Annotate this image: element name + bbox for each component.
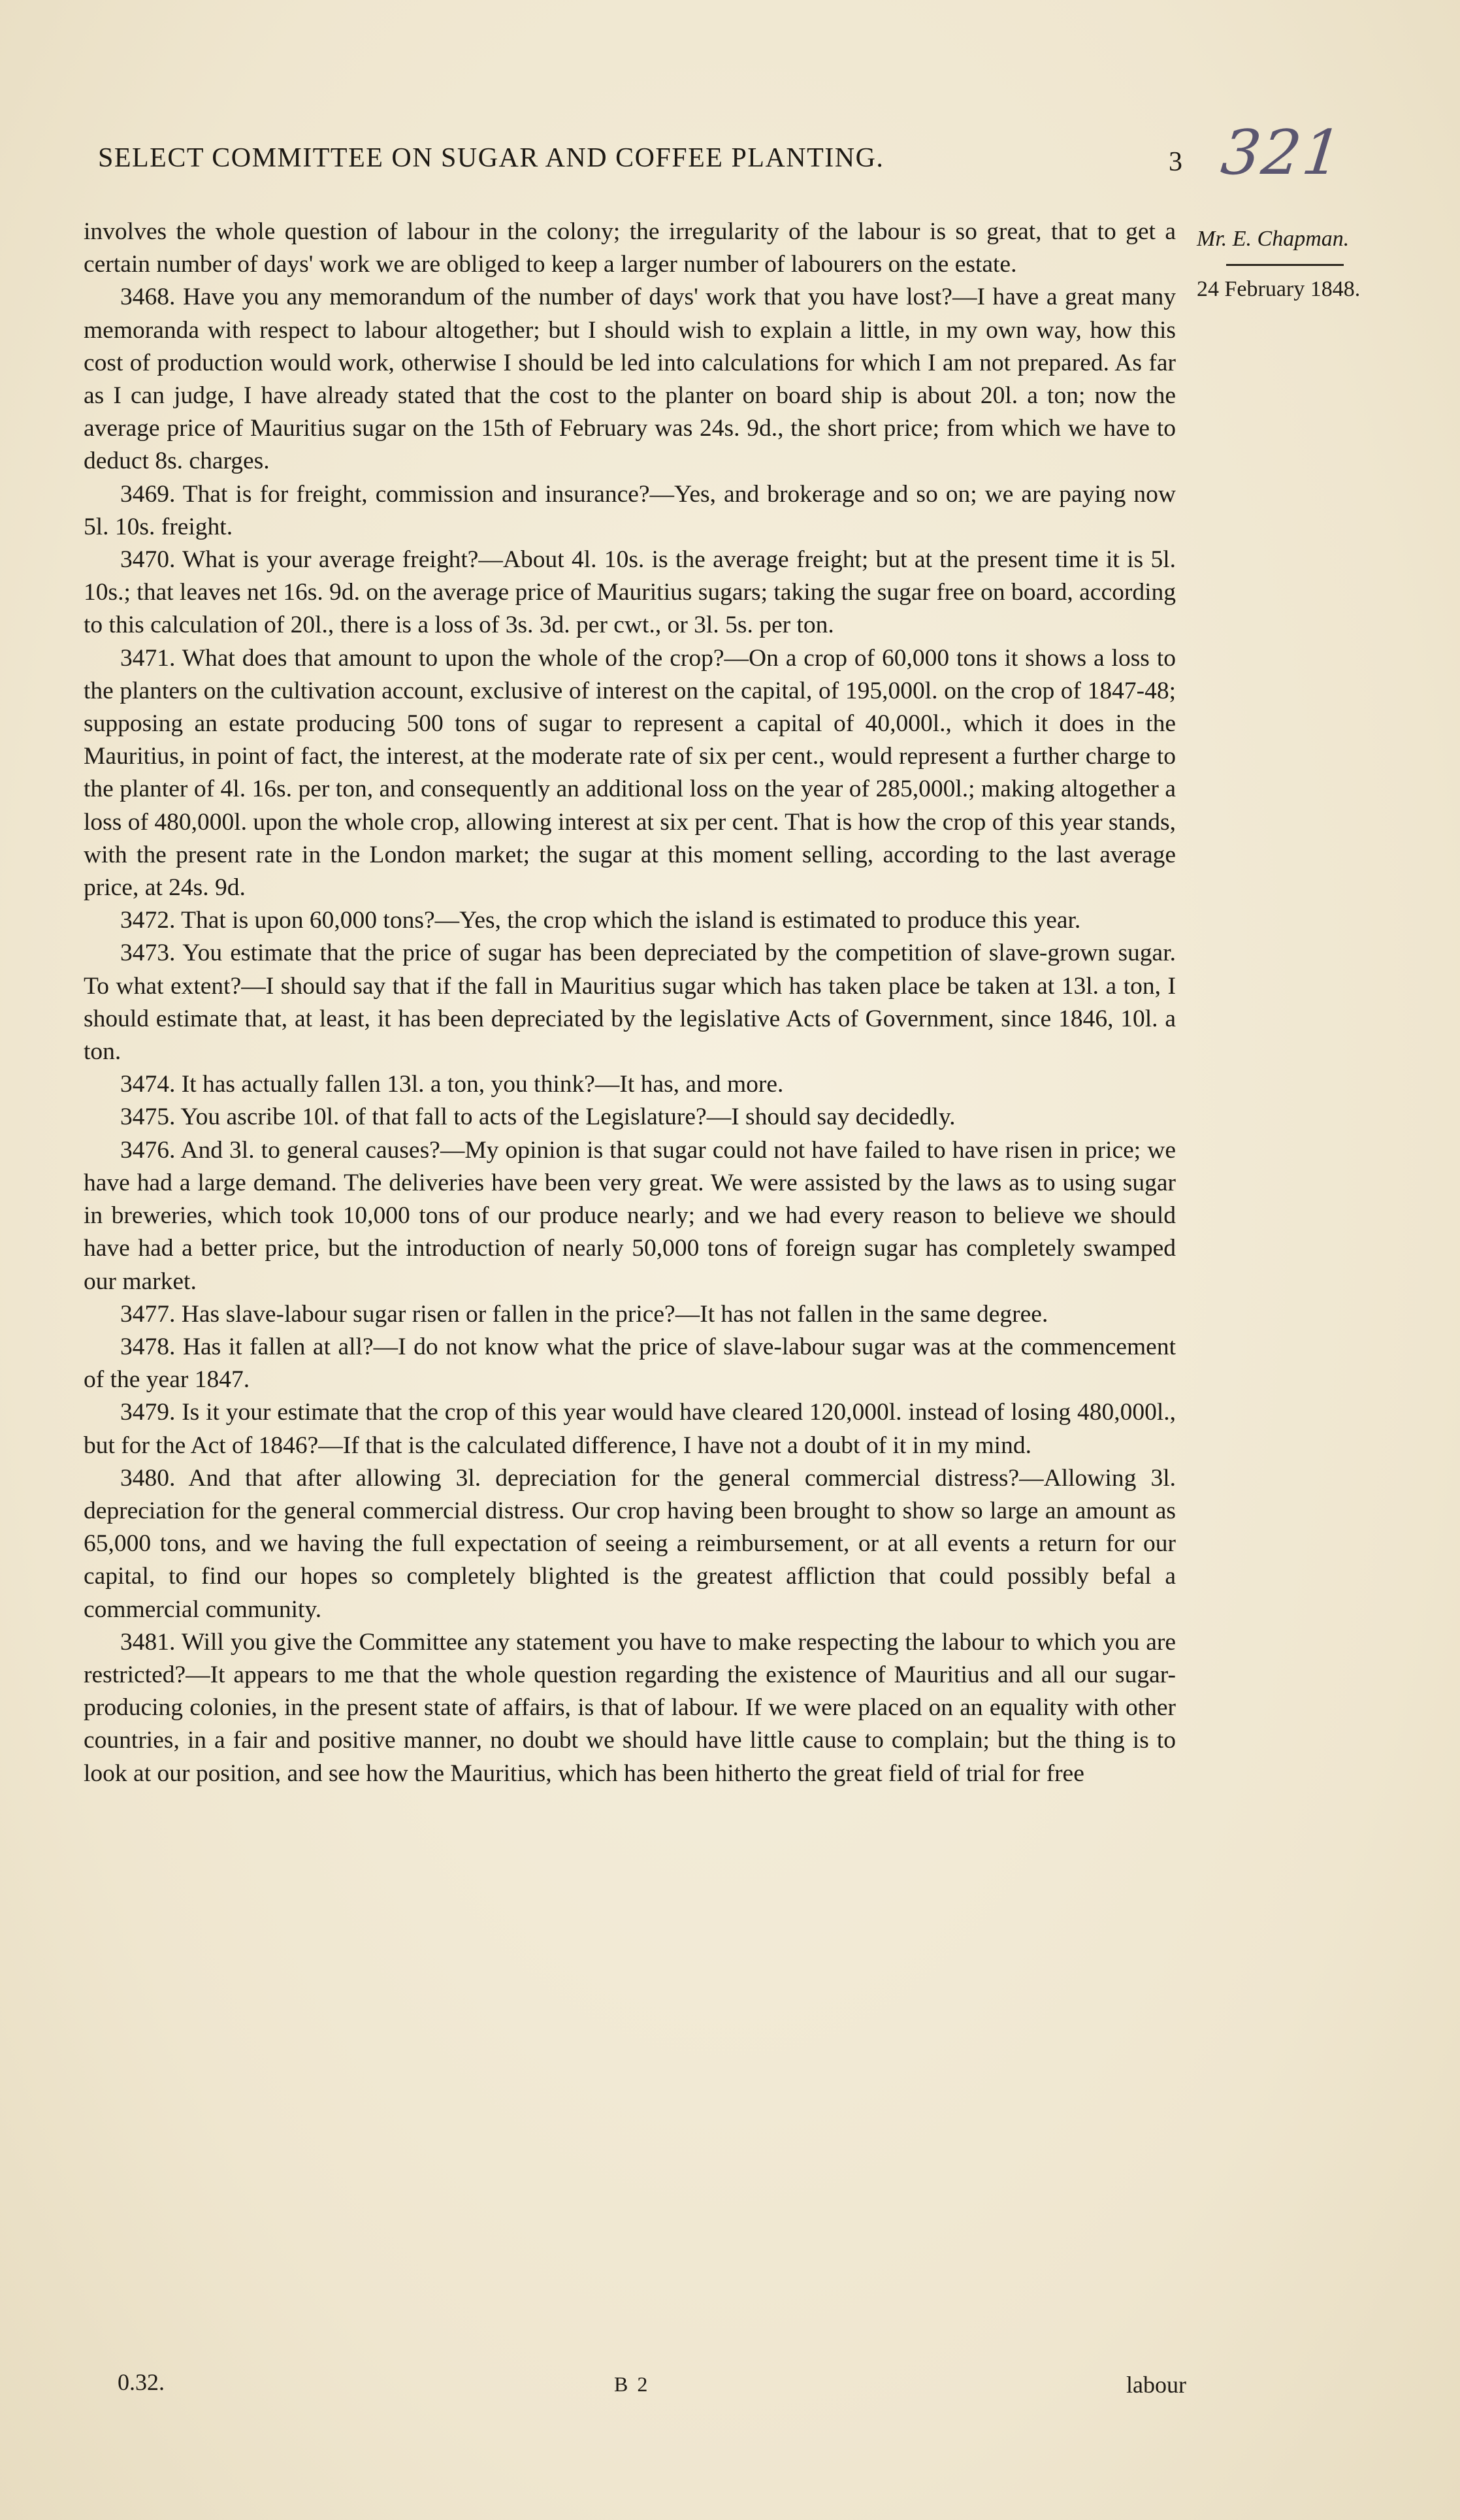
page-footer [118,2368,1186,2401]
side-margin-note [1197,222,1393,306]
paragraph-3476: 3476. And 3l. to general causes?—My opinion is that sugar could not have failed to have risen in price; we have had a large demand. The deliveries have been very great. We were assisted by the laws as to using sugar in breweries, which took 10,000 tons of our produce nearly; and we had every reason to believe we should have had a better price, but the introduction of nearly 50,000 tons of foreign sugar has completely swamped our market. [84,1136,1176,1295]
paragraph-3477: 3477. Has slave-labour sugar risen or fallen in the price?—It has not fallen in the same degree. [120,1300,1048,1328]
paragraph-3468: 3468. Have you any memorandum of the number of days' work that you have lost?—I have a great many memoranda with respect to labour altogether; but I should wish to explain a little, in my own way, how this cost of production would work, otherwise I should be led into calculations for which I am not prepared. As far as I can judge, I have already stated that the cost to the planter on board ship is about 20l. a ton; now the average price of Mauritius sugar on the 15th of February was 24s. 9d., the short price; from which we have to deduct 8s. charges. [84,284,1176,475]
paragraph-3474: 3474. It has actually fallen 13l. a ton, you think?—It has, and more. [120,1071,784,1098]
witness-name: Mr. E. Chapman. [1197,227,1350,251]
running-title: SELECT COMMITTEE ON SUGAR AND COFFEE PLANTING. [98,143,884,173]
paragraph-3481: 3481. Will you give the Committee any statement you have to make respecting the labour to which you are restricted?—It appears to me that the whole question regarding the existence of Mauritius and all our sugar-producing colonies, in the present state of affairs, is that of labour. If we were placed on an equality with other countries, in a fair and positive manner, no doubt we should have little cause to complain; but the thing is to look at our position, and see how the Mauritius, which has been hitherto the great field of trial for free [84,1628,1176,1787]
paragraph-3478: 3478. Has it fallen at all?—I do not know what the price of slave-labour sugar was at the commencement of the year 1847. [84,1333,1176,1394]
footer-signature-mark: B 2 [614,2372,650,2396]
testimony-body [84,216,1176,1790]
page-header [98,142,1182,188]
paragraph-3470: 3470. What is your average freight?—About 4l. 10s. is the average freight; but at the present time it is 5l. 10s.; that leaves net 16s. 9d. on the average price of Mauritius sugars; taking the sugar free on board, according to this calculation of 20l., there is a loss of 3s. 3d. per cwt., or 3l. 5s. per ton. [84,546,1176,639]
footer-catchword: labour [1126,2372,1186,2398]
paragraph-3472: 3472. That is upon 60,000 tons?—Yes, the crop which the island is estimated to produce this year. [120,907,1081,934]
testimony-date: 24 February 1848. [1197,277,1361,301]
paragraph-continuation: involves the whole question of labour in the colony; the irregularity of the labour is so great, that to get a certain number of days' work we are obliged to keep a larger number of labourers on the estate. [84,218,1176,278]
paragraph-3480: 3480. And that after allowing 3l. depreciation for the general commercial distress?—Allowing 3l. depreciation for the general commercial distress. Our crop having been brought to show so large an amount as 65,000 tons, and we having the full expectation of seeing a reimbursement, or at all events a return for our capital, to find our hopes so completely blighted is the greatest affliction that could possibly befal a commercial community. [84,1464,1176,1623]
paragraph-3473: 3473. You estimate that the price of sugar has been depreciated by the competition of slave-grown sugar. To what extent?—I should say that if the fall in Mauritius sugar which has taken place be taken at 13l. a ton, I should estimate that, at least, it has been depreciated by the legislative Acts of Government, since 1846, 10l. a ton. [84,940,1176,1066]
footer-sheet-number: 0.32. [118,2369,165,2395]
paragraph-3475: 3475. You ascribe 10l. of that fall to acts of the Legislature?—I should say decidedly. [120,1104,956,1131]
handwritten-folio-number: 321 [1218,118,1347,189]
paragraph-3469: 3469. That is for freight, commission and insurance?—Yes, and brokerage and so on; we are paying now 5l. 10s. freight. [84,480,1176,540]
page-number: 3 [1169,147,1182,177]
paragraph-3471: 3471. What does that amount to upon the whole of the crop?—On a crop of 60,000 tons it shows a loss to the planters on the cultivation account, exclusive of interest on the capital, of 195,000l. on the crop of 1847-48; supposing an estate producing 500 tons of sugar to represent a capital of 40,000l., which it does in the Mauritius, in point of fact, the interest, at the moderate rate of six per cent., would represent a further charge to the planter of 4l. 16s. per ton, and consequently an additional loss on the year of 285,000l.; making altogether a loss of 480,000l. upon the whole crop, allowing interest at six per cent. That is how the crop of this year stands, with the present rate in the London market; the sugar at this moment selling, according to the last average price, at 24s. 9d. [84,644,1176,902]
margin-rule [1226,264,1344,266]
paragraph-3479: 3479. Is it your estimate that the crop of this year would have cleared 120,000l. instead of losing 480,000l., but for the Act of 1846?—If that is the calculated difference, I have not a doubt of it in my mind. [84,1399,1176,1459]
